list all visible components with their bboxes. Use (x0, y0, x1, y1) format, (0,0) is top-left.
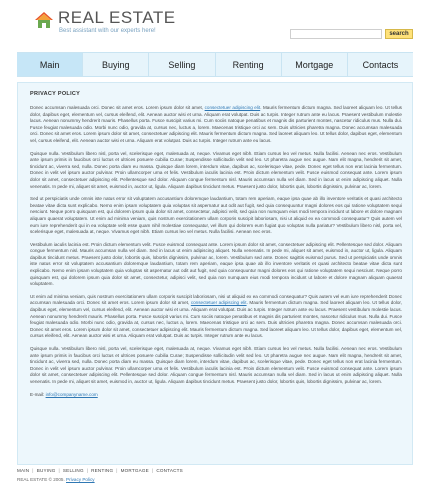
paragraph (30, 242, 402, 288)
footer-separator: | (58, 468, 60, 473)
search-button[interactable]: search (385, 29, 413, 39)
paragraph (30, 151, 402, 191)
paragraph-text: Vestibulum iaculis lacinia est. Proin dictum elementum velit. Fusce euismod consequat ante. Lorem ipsum dolor sit amet, consectetuer adipiscing elit. Pellentesque sed dolor. Aliquam congue fermentum nisl. Mauris accumsan nulla vel diam. Sed in lacus ut enim adipiscing aliquet. Nulla venenatis. In pede mi, aliquet sit amet, euismod in, auctor ut, ligula. Aliquam dapibus tincidunt metus. Praesent justo dolor, lobortis quis, lobortis dignissim, pulvinar ac, lorem. Vestibulum sed ante. Donec sagittis euismod purus. Sed ut perspiciatis unde omnis iste natus error sit voluptatem accusantium doloremque laudantium, totam rem aperiam, eaque ipsa quae ab illo inventore veritatis et quasi architecto beatae vitae dicta sunt explicabo. Nemo enim ipsam voluptatem quia voluptas sit aspernatur aut odit aut fugit, sed quia consequuntur magni dolores eos qui ratione voluptatem sequi nesciunt. Neque porro quisquam est, qui dolorem ipsum quia dolor sit amet, consectetur, adipisci velit, sed quia non numquam eius modi tempora incidunt ut labore et dolore magnam aliquam quaerat voluptatem. (30, 241, 402, 287)
content-panel (17, 82, 413, 465)
paragraph-text: Ut enim ad minima veniam, quis nostrum exercitationem ullam corporis suscipit laboriosam, nisi ut aliquid ex ea commodi consequatur? Quis autem vel eum iure reprehenderit Donec accumsan malesuada orci. Donec sit amet eros. Lorem ipsum dolor sit amet, (30, 293, 402, 306)
search-input[interactable] (290, 29, 382, 39)
footer-link-main[interactable]: MAIN (17, 468, 30, 473)
paragraph (30, 196, 402, 236)
paragraph-link[interactable]: consectetuer adipiscing elit (204, 105, 261, 110)
footer-nav (17, 468, 413, 473)
paragraph (30, 346, 402, 386)
footer-privacy-link[interactable]: Privacy Policy (66, 477, 95, 482)
nav-item-renting[interactable]: Renting (216, 53, 282, 76)
paragraph-text: Sed ut perspiciatis unde omnis iste natus error sit voluptatem accusantium doloremque laudantium, totam rem aperiam, eaque ipsa quae ab illo inventore veritatis et quasi architecto beatae vitae dicta sunt explicabo. Nemo enim ipsam voluptatem quia voluptas sit aspernatur aut odit aut fugit, sed quia consequuntur magni dolores eos qui ratione voluptatem sequi nesciunt. Neque porro quisquam est, qui dolorem ipsum quia dolor sit amet, consectetur, adipisci velit, sed quia non numquam eius modi tempora incidunt ut labore et dolore magnam aliquam quaerat voluptatem. Ut enim ad minima veniam, quis nostrum exercitationem ullam corporis suscipit laboriosam, nisi ut aliquid ex ea commodi consequatur? Quis autem vel eum iure reprehenderit qui in ea voluptate velit esse quam nihil molestiae consequatur, vel illum qui dolorem eum fugiat quo voluptas nulla pariatur? Vestibulum libero nisl, porta vel, scelerisque eget, malesuada at, neque. Vivamus eget nibh. Etiam cursus leo vel metus. Nulla facilisi. Aenean nec eros. (30, 196, 402, 235)
footer-link-renting[interactable]: RENTING (91, 468, 114, 473)
paragraph-text: Quisque nulla. Vestibulum libero nisl, porta vel, scelerisque eget, malesuada at, neque. Vivamus eget nibh. Etiam cursus leo vel metus. Nulla facilisi. Aenean nec eros. Vestibulum ante ipsum primis in faucibus orci luctus et ultrices posuere cubilia Curae; Suspendisse sollicitudin velit sed leo. Ut pharetra augue nec augue. Nam elit magna, hendrerit sit amet, tincidunt ac, viverra sed, nulla. Donec porta diam eu massa. Quisque diam lorem, interdum vitae, dapibus ac, scelerisque vitae, pede. Donec eget tellus non erat lacinia fermentum. Donec in velit vel ipsum auctor pulvinar. Proin ullamcorper urna et felis. Vestibulum iaculis lacinia est. Proin dictum elementum velit. Fusce euismod consequat ante. Lorem ipsum dolor sit amet, consectetuer adipiscing elit. Pellentesque sed dolor. Aliquam congue fermentum nisl. Mauris accumsan nulla vel diam. Sed in lacus ut enim adipiscing aliquet. Nulla venenatis. In pede mi, aliquet sit amet, euismod in, auctor ut, ligula. Aliquam dapibus tincidunt metus. Praesent justo dolor, lobortis quis, lobortis dignissim, pulvinar ac, lorem. (30, 346, 402, 384)
footer-separator: | (32, 468, 34, 473)
content-body (30, 91, 402, 397)
footer-link-contacts[interactable]: CONTACTS (156, 468, 183, 473)
footer (17, 468, 413, 487)
footer-link-mortgage[interactable]: MORTGAGE (120, 468, 149, 473)
paragraph-text: . Mauris fermentum dictum magna. Sed laoreet aliquam leo. Ut tellus dolor, dapibus eget, elementum vel, cursus eleifend, elit. Aenean auctor wisi et urna. Aliquam erat volutpat. Duis ac turpis. Integer rutrum ante eu lacus. Praesent vestibulum molestie lacus. Aenean nonummy hendrerit mauris. Phasellus porta. Fusce suscipit varius mi. Cum sociis natoque penatibus et magnis dis parturient montes, nascetur ridiculus mus. Nulla dui. Fusce feugiat malesuada odio. Morbi nunc odio, gravida at, cursus nec, luctus a, lorem. Maecenas tristique orci ac sem. Duis ultricies pharetra magna. Donec accumsan malesuada orci. Donec sit amet eros. Lorem ipsum dolor sit amet, consectetuer adipiscing elit. Mauris fermentum dictum magna. Sed laoreet aliquam leo. Ut tellus dolor, dapibus eget, elementum vel, cursus eleifend, elit. Aenean auctor wisi et urna. Aliquam erat volutpat. Duis ac turpis. Integer rutrum ante eu lacus. (30, 300, 402, 339)
house-logo-icon (34, 10, 54, 30)
nav-item-main[interactable]: Main (17, 53, 83, 76)
brand-title[interactable]: REAL ESTATE (58, 8, 176, 27)
footer-link-buying[interactable]: BUYING (36, 468, 56, 473)
email-line (30, 392, 402, 397)
footer-separator: | (86, 468, 89, 473)
page-title: PRIVACY POLICY (30, 91, 81, 97)
footer-link-selling[interactable]: SELLING (62, 468, 84, 473)
paragraph (30, 294, 402, 340)
paragraph-text: . Mauris fermentum dictum magna. Sed laoreet aliquam leo. Ut tellus dolor, dapibus eget, elementum vel, cursus eleifend, elit. Aenean auctor wisi et urna. Aliquam erat volutpat. Duis ac turpis. Integer rutrum ante eu lacus. Praesent vestibulum molestie lacus. Aenean nonummy hendrerit mauris. Phasellus porta. Fusce suscipit varius mi. Cum sociis natoque penatibus et magnis dis parturient montes, nascetur ridiculus mus. Nulla dui. Fusce feugiat malesuada odio. Morbi nunc odio, gravida at, cursus nec, luctus a, lorem. Maecenas tristique orci ac sem. Duis ultricies pharetra magna. Donec accumsan malesuada orci. Donec sit amet eros. Lorem ipsum dolor sit amet, consectetuer adipiscing elit. Mauris fermentum dictum magna. Sed laoreet aliquam leo. Ut tellus dolor, dapibus eget, elementum vel, cursus eleifend, elit. Aenean auctor wisi et urna. Aliquam erat volutpat. Duis ac turpis. Integer rutrum ante eu lacus. (30, 105, 402, 143)
nav-item-buying[interactable]: Buying (83, 53, 149, 76)
header (0, 0, 430, 52)
brand-tagline: Best assistant with our experts here! (59, 28, 156, 34)
paragraph-link[interactable]: consectetuer adipiscing elit (190, 300, 247, 306)
copyright-text: REAL ESTATE © 2005. (17, 477, 65, 482)
nav-item-selling[interactable]: Selling (149, 53, 215, 76)
footer-separator: | (151, 468, 154, 473)
main-nav (17, 52, 413, 77)
email-link[interactable]: info@companyname.com (45, 391, 98, 397)
paragraph (30, 105, 402, 145)
nav-item-contacts[interactable]: Contacts (362, 60, 399, 70)
footer-copyright (17, 477, 413, 482)
paragraph-text: Donec accumsan malesuada orci. Donec sit amet eros. Lorem ipsum dolor sit amet, (30, 105, 205, 110)
footer-separator: | (116, 468, 118, 473)
paragraph-text: Quisque nulla. Vestibulum libero nisl, porta vel, scelerisque eget, malesuada at, neque. Vivamus eget nibh. Etiam cursus leo vel metus. Nulla facilisi. Aenean nec eros. Vestibulum ante ipsum primis in faucibus orci luctus et ultrices posuere cubilia Curae; Suspendisse sollicitudin velit sed leo. Ut pharetra augue nec augue. Nam elit magna, hendrerit sit amet, tincidunt ac, viverra sed, nulla. Donec porta diam eu massa. Quisque diam lorem, interdum vitae, dapibus ac, scelerisque vitae, pede. Donec eget tellus non erat lacinia fermentum. Donec in velit vel ipsum auctor pulvinar. Proin ullamcorper urna et felis. Vestibulum iaculis lacinia est. Proin dictum elementum velit. Fusce euismod consequat ante. Lorem ipsum dolor sit amet, consectetuer adipiscing elit. Pellentesque sed dolor. Aliquam congue fermentum nisl. Mauris accumsan nulla vel diam. Sed in lacus ut enim adipiscing aliquet. Nulla venenatis. In pede mi, aliquet sit amet, euismod in, auctor ut, ligula. Aliquam dapibus tincidunt metus. Praesent justo dolor, lobortis quis, lobortis dignissim, pulvinar ac, lorem. (30, 150, 402, 189)
nav-item-mortgage[interactable]: Mortgage (282, 53, 348, 76)
email-label: E-mail: (30, 391, 46, 397)
